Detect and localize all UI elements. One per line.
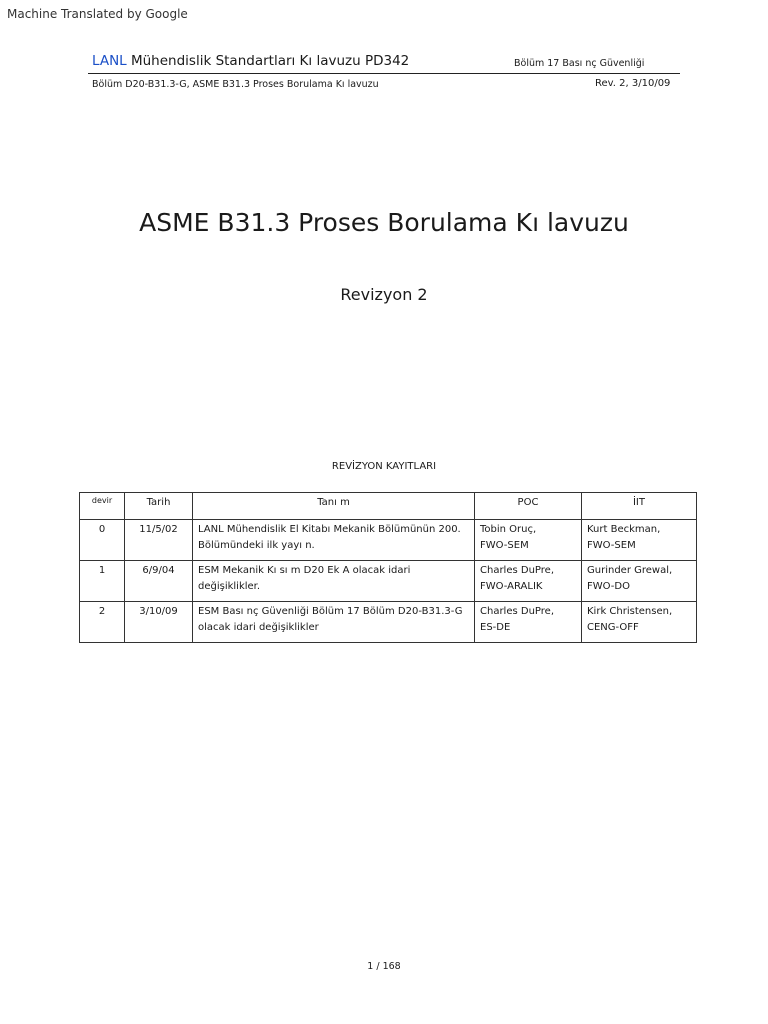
column-header-description: Tanı m — [193, 493, 475, 520]
poc-cell — [475, 602, 582, 643]
table-header-row — [80, 493, 697, 520]
rev-cell: 1 — [80, 561, 125, 602]
poc-org: FWO-SEM — [480, 539, 529, 551]
poc-name: Charles DuPre, — [480, 606, 554, 617]
column-header-rev: devir — [80, 493, 125, 520]
column-header-poc: POC — [475, 493, 582, 520]
description-cell: LANL Mühendislik El Kitabı Mekanik Bölümünün 200. Bölümündeki ilk yayı n. — [193, 520, 475, 561]
revision-records-table — [79, 492, 697, 643]
column-header-approver: İIT — [582, 493, 697, 520]
date-cell: 6/9/04 — [125, 561, 193, 602]
poc-name: Tobin Oruç, — [480, 524, 537, 535]
translation-banner: Machine Translated by Google — [7, 7, 188, 21]
approver-name: Kirk Christensen, — [587, 606, 673, 617]
poc-org: ES-DE — [480, 621, 511, 633]
approver-cell — [582, 520, 697, 561]
header-revision: Rev. 2, 3/10/09 — [595, 78, 671, 89]
approver-cell — [582, 561, 697, 602]
header-subtitle: Bölüm D20-B31.3-G, ASME B31.3 Proses Borulama Kı lavuzu — [92, 79, 379, 90]
rev-cell: 0 — [80, 520, 125, 561]
description-cell: ESM Mekanik Kı sı m D20 Ek A olacak idari değişiklikler. — [193, 561, 475, 602]
document-subtitle: Revizyon 2 — [340, 285, 428, 304]
header-section: Bölüm 17 Bası nç Güvenliği — [514, 58, 645, 69]
poc-org: FWO-ARALIK — [480, 580, 543, 592]
approver-cell — [582, 602, 697, 643]
date-cell: 11/5/02 — [125, 520, 193, 561]
header-divider — [88, 73, 680, 74]
header-title — [92, 53, 409, 69]
approver-org: CENG-OFF — [587, 621, 639, 633]
table-row — [80, 602, 697, 643]
approver-name: Kurt Beckman, — [587, 524, 661, 535]
table-row — [80, 561, 697, 602]
approver-org: FWO-SEM — [587, 539, 636, 551]
revision-records-heading: REVİZYON KAYITLARI — [331, 461, 437, 472]
poc-cell — [475, 561, 582, 602]
approver-name: Gurinder Grewal, — [587, 565, 673, 576]
date-cell: 3/10/09 — [125, 602, 193, 643]
description-cell: ESM Bası nç Güvenliği Bölüm 17 Bölüm D20-B31.3-G olacak idari değişiklikler — [193, 602, 475, 643]
rev-cell: 2 — [80, 602, 125, 643]
header-title-text: Mühendislik Standartları Kı lavuzu PD342 — [126, 53, 410, 69]
poc-name: Charles DuPre, — [480, 565, 554, 576]
document-title: ASME B31.3 Proses Borulama Kı lavuzu — [139, 208, 629, 237]
approver-org: FWO-DO — [587, 580, 630, 592]
page-number: 1 / 168 — [367, 961, 401, 972]
header-org-link[interactable]: LANL — [92, 53, 127, 69]
poc-cell — [475, 520, 582, 561]
table-row — [80, 520, 697, 561]
column-header-date: Tarih — [125, 493, 193, 520]
